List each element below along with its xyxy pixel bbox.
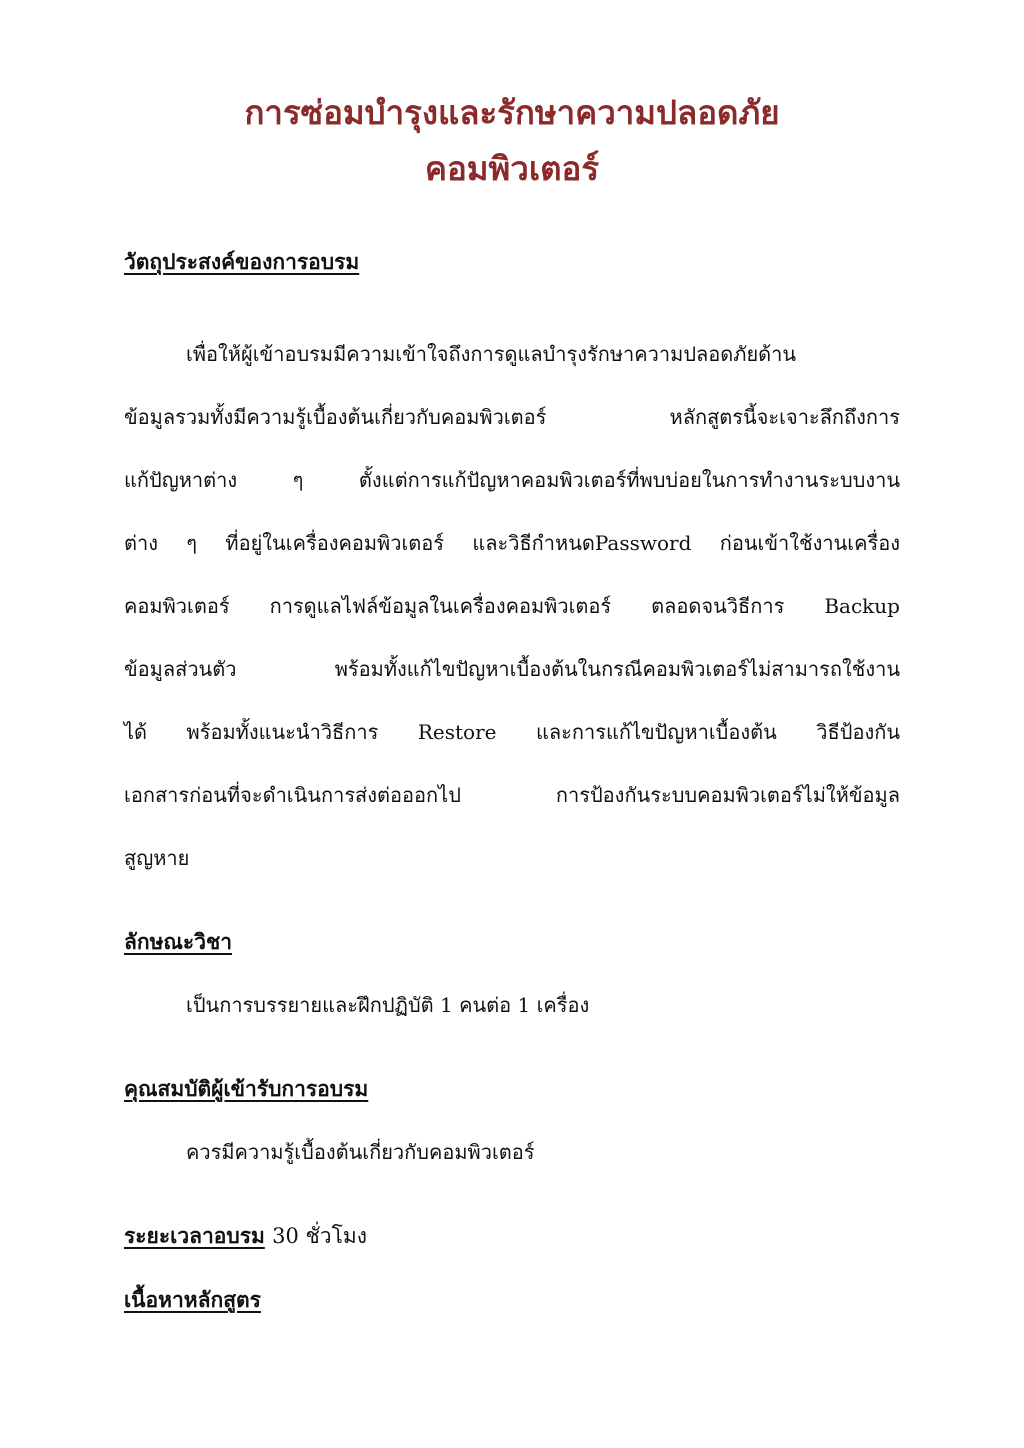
document-title-line2: คอมพิวเตอร์: [424, 149, 600, 188]
objectives-line-6: ข้อมูลส่วนตัว พร้อมทั้งแก้ไขปัญหาเบื้องต้นในกรณีคอมพิวเตอร์ไม่สามารถใช้งาน: [124, 657, 900, 681]
objectives-line-5: คอมพิวเตอร์ การดูแลไฟล์ข้อมูลในเครื่องคอมพิวเตอร์ ตลอดจนวิธีการ Backup: [124, 594, 900, 618]
content-heading: เนื้อหาหลักสูตร: [124, 1287, 261, 1312]
objectives-line-3: แก้ปัญหาต่าง ๆ ตั้งแต่การแก้ปัญหาคอมพิวเตอร์ที่พบบ่อยในการทำงานระบบงาน: [124, 468, 900, 492]
objectives-line-2: ข้อมูลรวมทั้งมีความรู้เบื้องต้นเกี่ยวกับคอมพิวเตอร์ หลักสูตรนี้จะเจาะลึกถึงการ: [124, 405, 900, 429]
objectives-line-7: ได้ พร้อมทั้งแนะนำวิธีการ Restore และการแก้ไขปัญหาเบื้องต้น วิธีป้องกัน: [124, 720, 900, 744]
document-title-line1: การซ่อมบำรุงและรักษาความปลอดภัย: [244, 93, 780, 132]
objectives-line-8: เอกสารก่อนที่จะดำเนินการส่งต่อออกไป การป้องกันระบบคอมพิวเตอร์ไม่ให้ข้อมูล: [124, 783, 900, 807]
objectives-line-4: ต่าง ๆ ที่อยู่ในเครื่องคอมพิวเตอร์ และวิธีกำหนดPassword ก่อนเข้าใช้งานเครื่อง: [124, 531, 900, 555]
course-nature-text: เป็นการบรรยายและฝึกปฏิบัติ 1 คนต่อ 1 เครื่อง: [186, 993, 590, 1017]
duration-row: [124, 1220, 367, 1253]
qualifications-text: ควรมีความรู้เบื้องต้นเกี่ยวกับคอมพิวเตอร์: [186, 1140, 535, 1164]
qualifications-heading: คุณสมบัติผู้เข้ารับการอบรม: [124, 1076, 369, 1101]
course-nature-heading: ลักษณะวิชา: [124, 929, 233, 954]
objectives-line-1: เพื่อให้ผู้เข้าอบรมมีความเข้าใจถึงการดูแลบำรุงรักษาความปลอดภัยด้าน: [186, 342, 797, 366]
objectives-heading: วัตถุประสงค์ของการอบรม: [124, 249, 360, 274]
duration-heading: ระยะเวลาอบรม: [124, 1223, 265, 1248]
duration-value: 30 ชั่วโมง: [272, 1224, 367, 1248]
objectives-line-9: สูญหาย: [124, 846, 190, 870]
